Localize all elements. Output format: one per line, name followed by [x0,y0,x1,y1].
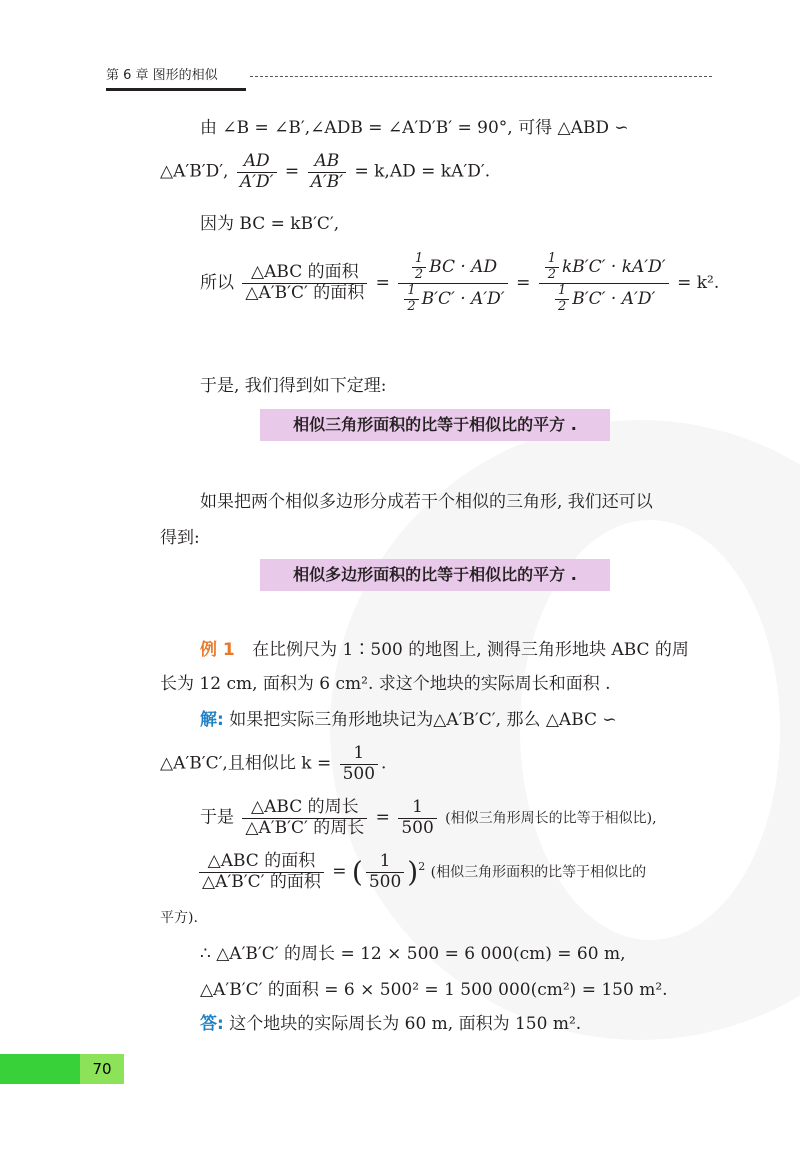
half-num: 1 [404,284,418,300]
example-line-2: 长为 12 cm, 面积为 6 cm². 求这个地块的实际周长和面积 . [160,674,611,694]
solution-line-1 [200,710,617,730]
eq-sign-1: = [375,272,390,293]
polygon-text-1: 如果把两个相似多边形分成若干个相似的三角形, 我们还可以 [200,492,653,512]
header-underline [106,88,246,91]
half-fraction [404,284,418,315]
example-text-1: 在比例尺为 1∶500 的地图上, 测得三角形地块 ABC 的周 [252,640,689,660]
half-area-b [539,252,669,315]
calculation-area: △A′B′C′ 的面积 = 6 × 500² = 1 500 000(cm²) = 150 m². [200,980,668,1000]
result: = k². [677,272,720,293]
half-fraction [545,252,559,283]
solution-text-2-end: . [381,753,387,774]
perimeter-ratio-num: △ABC 的周长 [242,798,367,819]
polygon-text-2: 得到: [160,528,200,548]
k-den: 500 [342,763,376,784]
half-fraction [555,284,569,315]
eq-sign-2: = [516,272,531,293]
solution-text-1: 如果把实际三角形地块记为△A′B′C′, 那么 △ABC ∽ [229,710,617,730]
half-num: 1 [555,284,569,300]
area-ratio-den: △A′B′C′ 的面积 [245,282,365,303]
half-den: 2 [407,298,416,314]
half-area-a-den [398,284,507,315]
square-exponent: 2 [418,859,426,873]
area-ratio [242,263,367,303]
half-area-b-num [539,252,669,284]
proof-line-1: 由 ∠B = ∠B′,∠ADB = ∠A′D′B′ = 90°, 可得 △ABD ∽ [200,118,629,138]
area-value [366,852,404,892]
half-area-a [398,252,507,315]
perimeter-ratio-den: △A′B′C′ 的周长 [245,817,365,838]
area-value-num: 1 [366,852,404,873]
example-label: 例 1 [200,640,235,660]
den-a: B′C′ · A′D′ [421,288,505,309]
eq-sign: = [284,161,300,182]
proof-line-2 [160,152,490,192]
proof-line-3: 因为 BC = kB′C′, [200,214,340,234]
half-fraction [412,252,426,283]
area-eq: = [332,861,347,882]
solution-label: 解: [200,710,224,730]
proof-line-2-start: △A′B′D′, [160,161,229,182]
theorem-polygon-area: 相似多边形面积的比等于相似比的平方 . [260,559,610,591]
perimeter-value [398,798,436,838]
half-den: 2 [558,298,567,314]
right-paren: ) [407,855,419,889]
left-paren: ( [351,855,363,889]
perimeter-ratio-line [200,798,657,838]
page-number: 70 [80,1054,124,1084]
perimeter-eq: = [375,807,390,828]
answer-text: 这个地块的实际周长为 60 m, 面积为 150 m². [229,1014,582,1034]
chapter-header: 第 6 章 图形的相似 [106,68,218,83]
area-ratio-2-den: △A′B′C′ 的面积 [202,871,321,892]
num-a: BC · AD [429,256,498,277]
so-label: 所以 [200,272,234,293]
ratio-ab [308,152,347,192]
k-num: 1 [340,744,378,765]
area-ratio-line [196,852,646,892]
ratio-ab-den: A′B′ [310,171,344,192]
conclusion-intro: 于是, 我们得到如下定理: [200,376,387,396]
half-den: 2 [414,266,424,282]
proof-line-2-end: = k,AD = kA′D′. [354,161,491,182]
area-value-den: 500 [368,871,402,892]
perimeter-value-den: 500 [401,817,434,838]
area-note-end: 平方). [160,910,198,926]
solution-text-2: △A′B′C′,且相似比 k = [160,753,332,774]
ratio-ab-num: AB [308,152,347,173]
num-b: kB′C′ · kA′D′ [562,256,666,277]
k-fraction [340,744,378,784]
half-den: 2 [547,266,556,282]
answer-line [200,1014,581,1034]
theorem-triangle-area: 相似三角形面积的比等于相似比的平方 . [260,409,610,441]
area-ratio-num: △ABC 的面积 [242,263,367,284]
ratio-ad-num: AD [237,152,277,173]
ratio-ad [237,152,277,192]
half-area-a-num [398,252,507,284]
header-dashed-rule [250,76,712,77]
ratio-ad-den: A′D′ [239,171,274,192]
example-line-1 [200,640,689,660]
proof-line-4 [200,252,719,315]
den-b: B′C′ · A′D′ [572,288,656,309]
calculation-perimeter: ∴ △A′B′C′ 的周长 = 12 × 500 = 6 000(cm) = 60 m, [200,944,626,964]
solution-line-2 [160,744,386,784]
area-ratio-2-num: △ABC 的面积 [199,852,324,873]
page-number-bar [0,1054,80,1084]
perimeter-ratio [242,798,367,838]
so-label-2: 于是 [200,807,234,828]
half-area-b-den [539,284,669,315]
perimeter-note: (相似三角形周长的比等于相似比), [445,810,657,827]
answer-label: 答: [200,1014,224,1034]
area-ratio-2 [199,852,324,892]
half-num: 1 [545,252,559,268]
perimeter-value-num: 1 [398,798,436,819]
area-note: (相似三角形面积的比等于相似比的 [430,864,647,881]
half-num: 1 [412,252,426,268]
